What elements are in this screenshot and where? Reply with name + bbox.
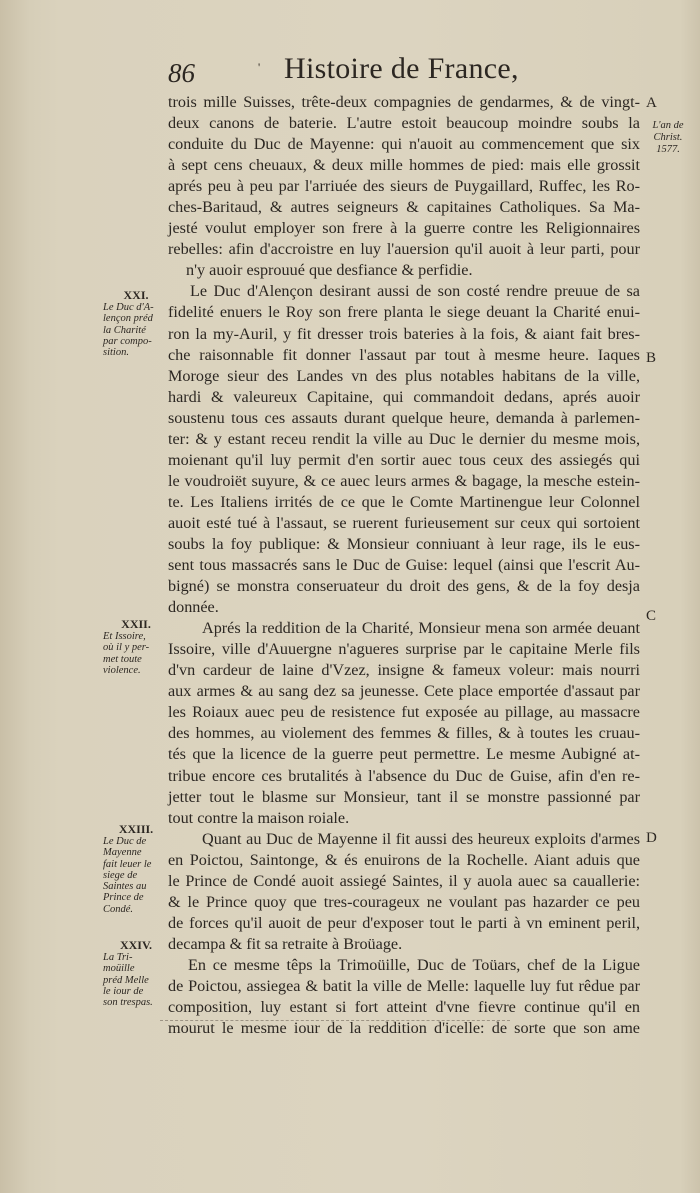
text-line: conduite du Duc de Mayenne: qui n'auoit au commencement que six — [168, 135, 640, 154]
text-line: jesté voulut employer son frere à la guerre contre les Religionnaires — [168, 219, 640, 238]
text-line: fidelité enuers le Roy son frere planta le siege deuant la Charité enui- — [168, 303, 640, 322]
date-note-line: L'an de — [652, 120, 684, 131]
margin-note-line: met toute — [103, 653, 142, 665]
text-line: le Prince de Condé auoit assiegé Saintes, il y auola auec sa cauallerie: — [168, 871, 640, 890]
text-line: te. Les Italiens irrités de ce que le Comte Martinengue leur Colonnel — [168, 492, 640, 511]
text-line: Aprés la reddition de la Charité, Monsieur mena son armée deuant — [202, 619, 640, 638]
margin-note-line: Prince de — [103, 892, 144, 904]
text-line: tribue encore ces brutalités à l'absence du Duc de Guise, afin d'en re- — [168, 766, 640, 785]
margin-note-line: moüille — [103, 963, 135, 975]
margin-note-line: le iour de — [103, 985, 144, 997]
margin-note-line: Mayenne — [103, 847, 142, 859]
body-text — [168, 92, 640, 1039]
text-line: des hommes, au violement des femmes & filles, & à toutes les cruau- — [168, 724, 640, 743]
margin-note-line: La Tri- — [103, 952, 133, 963]
margin-note-number: XXIV. — [119, 938, 153, 952]
text-line: jetter tout le blasme sur Monsieur, tant il se monstre passionné par — [168, 787, 640, 806]
text-line: auoit esté tué à l'assaut, se ruerent furieusement sur ceux qui sortoient — [168, 513, 640, 532]
page-number: 86 — [168, 58, 195, 88]
text-line: bigné) se monstra conseruateur du droit des gens, & de la foy desja — [168, 577, 640, 596]
text-line: & le Prince quoy que tres-courageux ne voulant pas hazarder ce peu — [168, 892, 640, 911]
margin-note-line: son trespas. — [103, 997, 153, 1009]
margin-note-xxiv — [103, 938, 169, 1008]
text-line: sent tous massacrés sans le Duc de Guise: lequel (ainsi que l'escrit Au- — [168, 556, 640, 575]
margin-note-line: siege de — [103, 869, 138, 881]
date-note-line: 1577. — [656, 144, 680, 155]
text-line: ches-Baritaud, & autres seigneurs & capitaines Catholiques. Sa Ma- — [168, 198, 640, 217]
text-line: hardi & valeureux Capitaine, qui commandoit dedans, aprés auoir — [168, 387, 640, 406]
text-line: n'y auoir esprouué que desfiance & perfidie. — [186, 261, 473, 280]
date-note-line: Christ. — [653, 132, 683, 143]
margin-note-line: Saintes au — [103, 881, 147, 893]
text-line: composition, luy estant si fort atteint d'vne fievre continue qu'il en — [168, 998, 640, 1017]
margin-letter-a: A — [646, 95, 657, 111]
text-line: aux armes & au sang dez sa jeunesse. Cete place emportée d'assaut par — [168, 682, 640, 701]
text-line: Quant au Duc de Mayenne il fit aussi des heureux exploits d'armes — [202, 829, 640, 848]
page-header — [0, 52, 700, 96]
margin-note-line: où il y per- — [103, 642, 150, 654]
margin-note-line: Condé. — [103, 903, 134, 915]
text-line: deux canons de baterie. L'autre estoit beaucoup moindre soubs la — [168, 114, 640, 133]
text-line: moienant qu'il luy permit d'en sortir auec tous ceux des assiegés qui — [168, 450, 640, 469]
margin-note-number: XXI. — [123, 288, 149, 302]
text-line: Le Duc d'Alençon desirant aussi de son costé rendre preuue de sa — [190, 282, 640, 301]
text-line: mourut le mesme iour de la reddition d'icelle: de sorte que son ame — [168, 1019, 640, 1038]
text-line: decampa & fit sa retraite à Broüage. — [168, 934, 403, 953]
header-mark: ' — [258, 60, 261, 74]
margin-note-number: XXIII. — [118, 822, 154, 836]
text-line: Issoire, ville d'Auuergne n'agueres surprise par le capitaine Merle fils — [168, 640, 640, 659]
running-title: Histoire de France, — [284, 52, 519, 85]
text-line: tés que la licence de la guerre peut permettre. Le mesme Aubigné at- — [168, 745, 640, 764]
margin-note-xxiii — [103, 822, 169, 915]
text-line: les Roiaux auec peu de resistence fut exposée au pillage, au massacre — [168, 703, 640, 722]
text-line: tout contre la maison roiale. — [168, 808, 350, 827]
text-line: trois mille Suisses, trête-deux compagnies de gendarmes, & de vingt- — [168, 93, 640, 111]
text-line: d'vn cardeur de laine d'Vzez, insigne & fameux voleur: mais nourri — [168, 661, 640, 680]
margin-letter-b: B — [646, 350, 657, 366]
margin-note-xxii — [103, 617, 169, 676]
text-line: de Poictou, assiegea & batit la ville de Melle: laquelle luy fut rêdue par — [168, 976, 640, 995]
text-line: en Poictou, Saintonge, & és enuirons de la Rochelle. Aiant aduis que — [168, 850, 640, 869]
margin-note-number: XXII. — [121, 617, 151, 631]
margin-note-line: lençon préd — [103, 313, 153, 325]
margin-note-line: Et Issoire, — [103, 631, 146, 642]
text-line: ter: & y estant receu rendit la ville au Duc le dernier du mesme mois, — [168, 429, 640, 448]
text-line: à sept cens cheuaux, & deux mille hommes de pied: mais elle grossit — [168, 156, 640, 175]
margin-note-xxi — [103, 288, 169, 358]
date-note — [646, 120, 690, 156]
text-line: soustenu tous ces assauts durant quelque heure, demanda à parlemen- — [168, 408, 640, 427]
text-line: donnée. — [168, 598, 219, 617]
bottom-rule — [160, 1020, 510, 1021]
margin-note-line: préd Melle — [103, 974, 149, 986]
margin-note-line: violence. — [103, 664, 141, 676]
margin-note-line: par compo- — [103, 335, 152, 347]
margin-letter-c: C — [646, 608, 657, 624]
text-line: de forces qu'il auoit de peur d'exposer tout le parti à vn eminent peril, — [168, 913, 640, 932]
margin-note-line: fait leuer le — [103, 858, 152, 870]
margin-note-line: Le Duc de — [103, 836, 147, 847]
margin-note-line: sition. — [103, 347, 129, 359]
text-line: rebelles: afin d'accroistre en luy l'auersion qu'il auoit à leur parti, pour — [168, 240, 640, 259]
text-line: En ce mesme têps la Trimoüille, Duc de Toüars, chef de la Ligue — [188, 955, 640, 974]
text-line: le voudroiët suyure, & ce auec leurs armes & bagage, la mesche estein- — [168, 471, 640, 490]
text-line: Moroge sieur des Landes vn des plus notables habitans de la ville, — [168, 366, 640, 385]
margin-letter-d: D — [646, 830, 657, 846]
text-line: aprés peu à peu par l'arriuée des sieurs de Puygaillard, Ruffec, les Ro- — [168, 177, 640, 196]
text-line: ron la my-Auril, y fit dresser trois bateries à la fois, & aiant fait bres- — [168, 324, 640, 343]
margin-note-line: la Charité — [103, 324, 146, 336]
text-line: soubs la foy publique: & Monsieur conniuant à leur rage, ils le eus- — [168, 534, 640, 553]
text-line: che raisonnable fit donner l'assaut par tout à mesme heure. Iaques — [168, 345, 640, 364]
margin-note-line: Le Duc d'A- — [103, 302, 154, 313]
